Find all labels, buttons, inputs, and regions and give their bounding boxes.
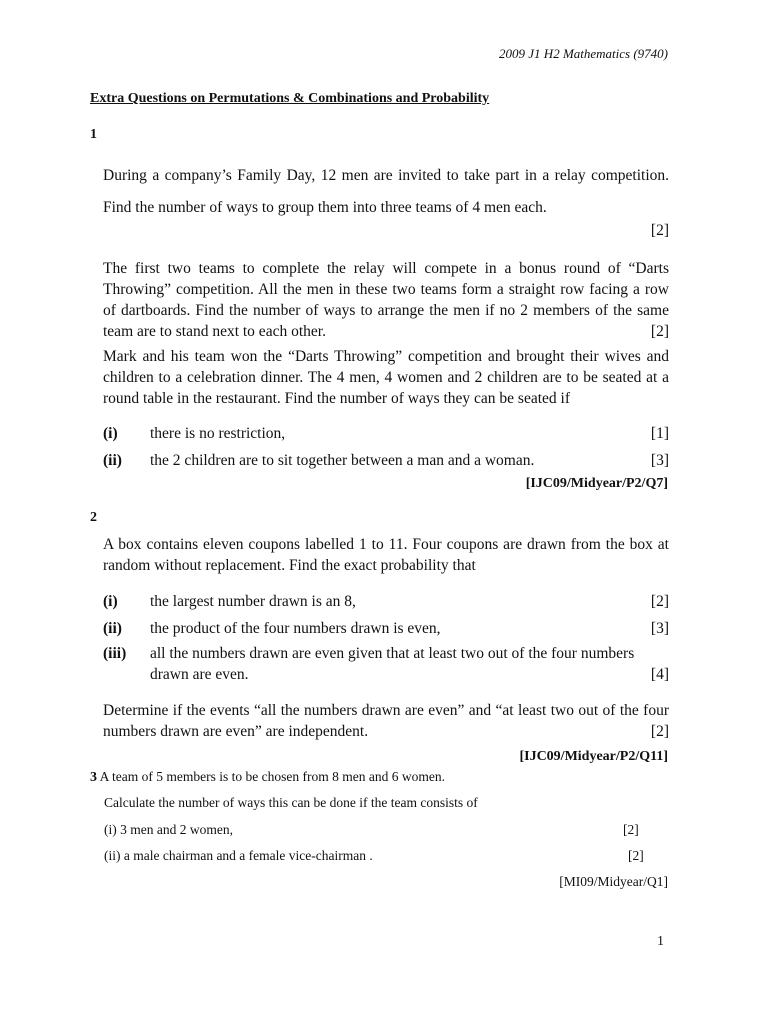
q2-reference: [IJC09/Midyear/P2/Q11] [519, 749, 668, 764]
q2-paragraph-2 [103, 700, 669, 742]
q1-paragraph-3-text: Mark and his team won the “Darts Throwing” competition and brought their wives and children to a celebration dinner. The 4 men, 4 women and 2 children are to be seated at a round table in the restaurant. Find the number of ways they can be seated if [103, 348, 669, 407]
q3-part-i-text: (i) 3 men and 2 women, [104, 822, 233, 837]
q1-paragraph-2-text: The first two teams to complete the relay will compete in a bonus round of “Darts Throwing” competition. All the men in these two teams form a straight row facing a row of dartboards. Find the number of ways to arrange the men if no 2 members of the same team are to stand next to each other. [103, 260, 669, 340]
q1-paragraph-1-text: During a company’s Family Day, 12 men are invited to take part in a relay competition. Find the number of ways to group them into three teams of 4 men each. [103, 167, 669, 216]
q2-part-i-mark: [2] [650, 593, 669, 610]
q2-part-ii-text: the product of the four numbers drawn is even, [150, 620, 441, 637]
q1-part-i-label: (i) [103, 425, 118, 442]
q2-intro [103, 534, 669, 576]
q1-part-i [103, 423, 669, 444]
question-1-number: 1 [90, 127, 97, 142]
q1-mark-2: [2] [650, 323, 669, 340]
page-number: 1 [657, 934, 664, 949]
q2-part-ii [103, 618, 669, 639]
q3-line-2: Calculate the number of ways this can be done if the team consists of [104, 795, 478, 810]
q1-mark-1-row [103, 220, 669, 241]
q1-part-ii-text: the 2 children are to sit together between a man and a woman. [150, 452, 535, 469]
q1-reference: [IJC09/Midyear/P2/Q7] [525, 476, 668, 491]
q2-part-iii-mark: [4] [650, 666, 669, 683]
q2-part-i [103, 591, 669, 612]
q2-part-iii [103, 643, 669, 685]
q1-part-ii-label: (ii) [103, 452, 122, 469]
question-2-number: 2 [90, 510, 97, 525]
document-title: Extra Questions on Permutations & Combinations and Probability [90, 91, 490, 106]
q2-part-ii-label: (ii) [103, 620, 122, 637]
question-3-number: 3 [90, 770, 97, 785]
q3-intro-text: A team of 5 members is to be chosen from 8 men and 6 women. [99, 769, 445, 784]
q1-paragraph-3 [103, 346, 669, 409]
q1-part-ii [103, 450, 669, 471]
q1-part-ii-mark: [3] [650, 452, 669, 469]
q2-mark-2: [2] [650, 723, 669, 740]
q1-mark-1: [2] [650, 222, 669, 239]
q2-part-ii-mark: [3] [650, 620, 669, 637]
q3-reference: [MI09/Midyear/Q1] [559, 874, 668, 889]
q1-paragraph-1 [103, 160, 669, 224]
q2-paragraph-2-text: Determine if the events “all the numbers drawn are even” and “at least two out of the four numbers drawn are even” are independent. [103, 702, 669, 740]
q2-part-iii-text: all the numbers drawn are even given that at least two out of the four numbers drawn are even. [150, 645, 635, 683]
q2-part-i-label: (i) [103, 593, 118, 610]
q1-paragraph-2 [103, 258, 669, 342]
q3-intro-line [90, 768, 445, 787]
q1-part-i-mark: [1] [650, 425, 669, 442]
q2-part-iii-label: (iii) [103, 645, 127, 662]
q2-intro-text: A box contains eleven coupons labelled 1 to 11. Four coupons are drawn from the box at random without replacement. Find the exact probability that [103, 536, 669, 574]
q1-part-i-text: there is no restriction, [150, 425, 286, 442]
q3-part-i-mark: [2] [623, 822, 639, 837]
course-header: 2009 J1 H2 Mathematics (9740) [499, 46, 668, 61]
q3-part-ii-mark: [2] [628, 848, 644, 863]
q2-part-i-text: the largest number drawn is an 8, [150, 593, 356, 610]
q3-part-ii-text: (ii) a male chairman and a female vice-chairman . [104, 848, 373, 863]
